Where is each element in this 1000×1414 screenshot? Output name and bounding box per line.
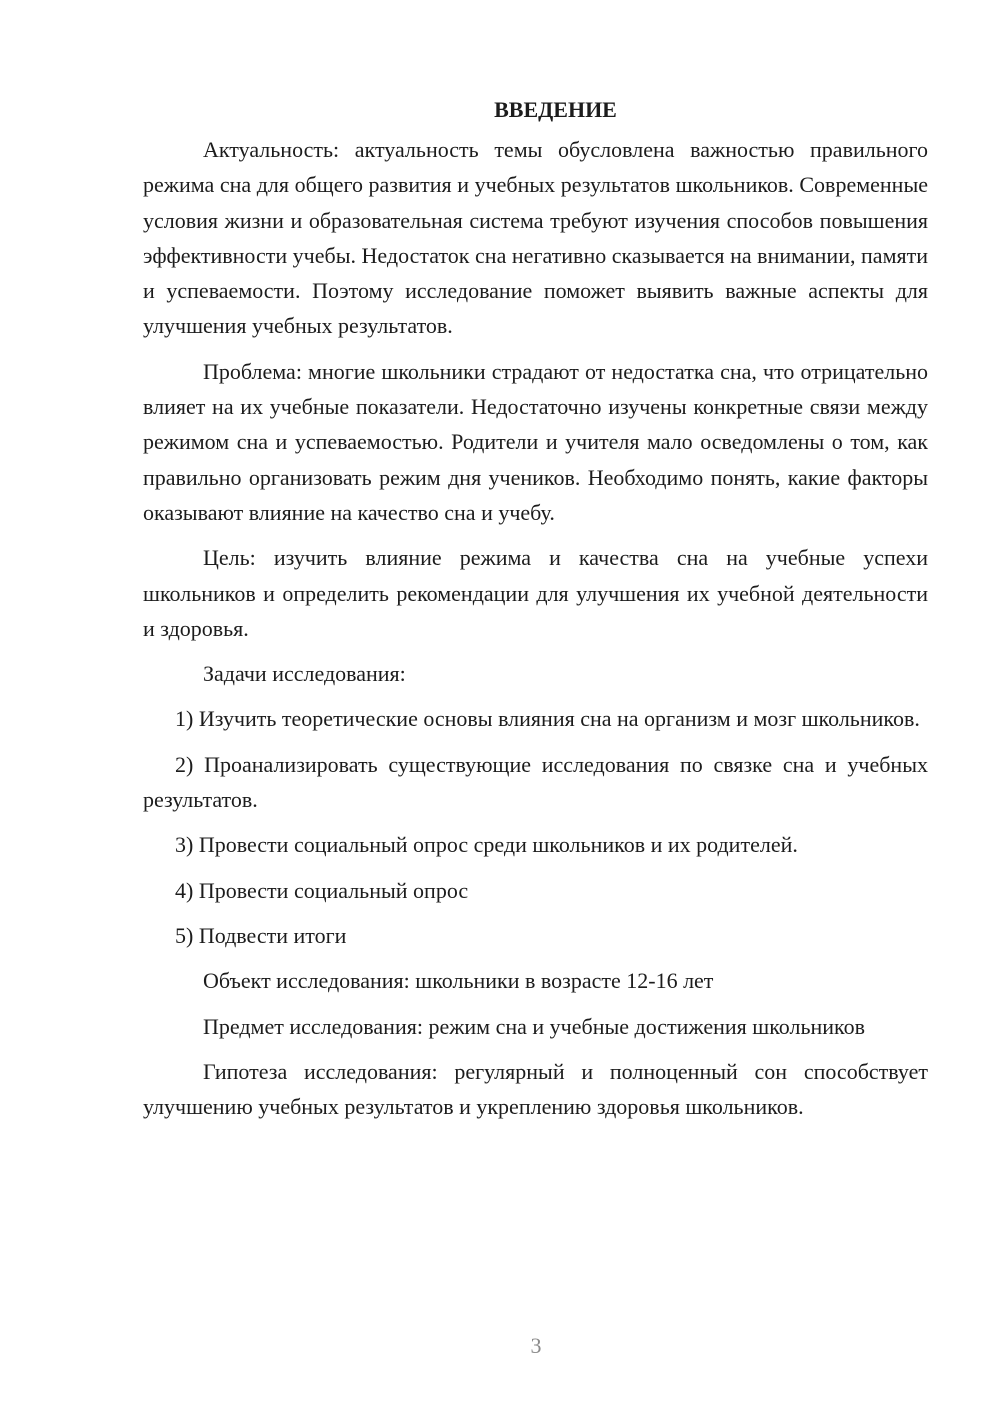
page-number: 3 [530,1333,542,1358]
tasks-heading: Задачи исследования: [203,661,406,687]
task-item: 4) Провести социальный опрос [175,877,469,903]
task-item: 1) Изучить теоретические основы влияния сна на организм и мозг школьников. [175,706,920,732]
hypothesis-paragraph: Гипотеза исследования: регулярный и полноценный сон способствует улучшению учебных результатов и укреплению здоровья школьников. [143,1058,928,1120]
section-title: ВВЕДЕНИЕ [494,97,617,122]
task-item: 3) Провести социальный опрос среди школьников и их родителей. [175,832,798,858]
relevance-paragraph: Актуальность: актуальность темы обусловлена важностью правильного режима сна для общего развития и учебных результатов школьников. Современные условия жизни и образовательная система требуют изучения способов повышения эффективности учебы. Недостаток сна негативно сказывается на внимании, памяти и успеваемости. Поэтому исследование поможет выявить важные аспекты для улучшения учебных результатов. [143,137,928,339]
subject-paragraph: Предмет исследования: режим сна и учебные достижения школьников [203,1013,865,1039]
problem-paragraph: Проблема: многие школьники страдают от недостатка сна, что отрицательно влияет на их учебные показатели. Недостаточно изучены конкретные связи между режимом сна и успеваемостью. Родители и учителя мало осведомлены о том, как правильно организовать режим дня учеников. Необходимо понять, какие факторы оказывают влияние на качество сна и учебу. [143,358,928,525]
object-paragraph: Объект исследования: школьники в возрасте 12-16 лет [203,968,714,994]
task-item: 2) Проанализировать существующие исследования по связке сна и учебных результатов. [143,751,928,813]
goal-paragraph: Цель: изучить влияние режима и качества сна на учебные успехи школьников и определить рекомендации для улучшения их учебной деятельности и здоровья. [143,545,928,641]
task-item: 5) Подвести итоги [175,922,347,948]
document-body [143,92,928,1134]
